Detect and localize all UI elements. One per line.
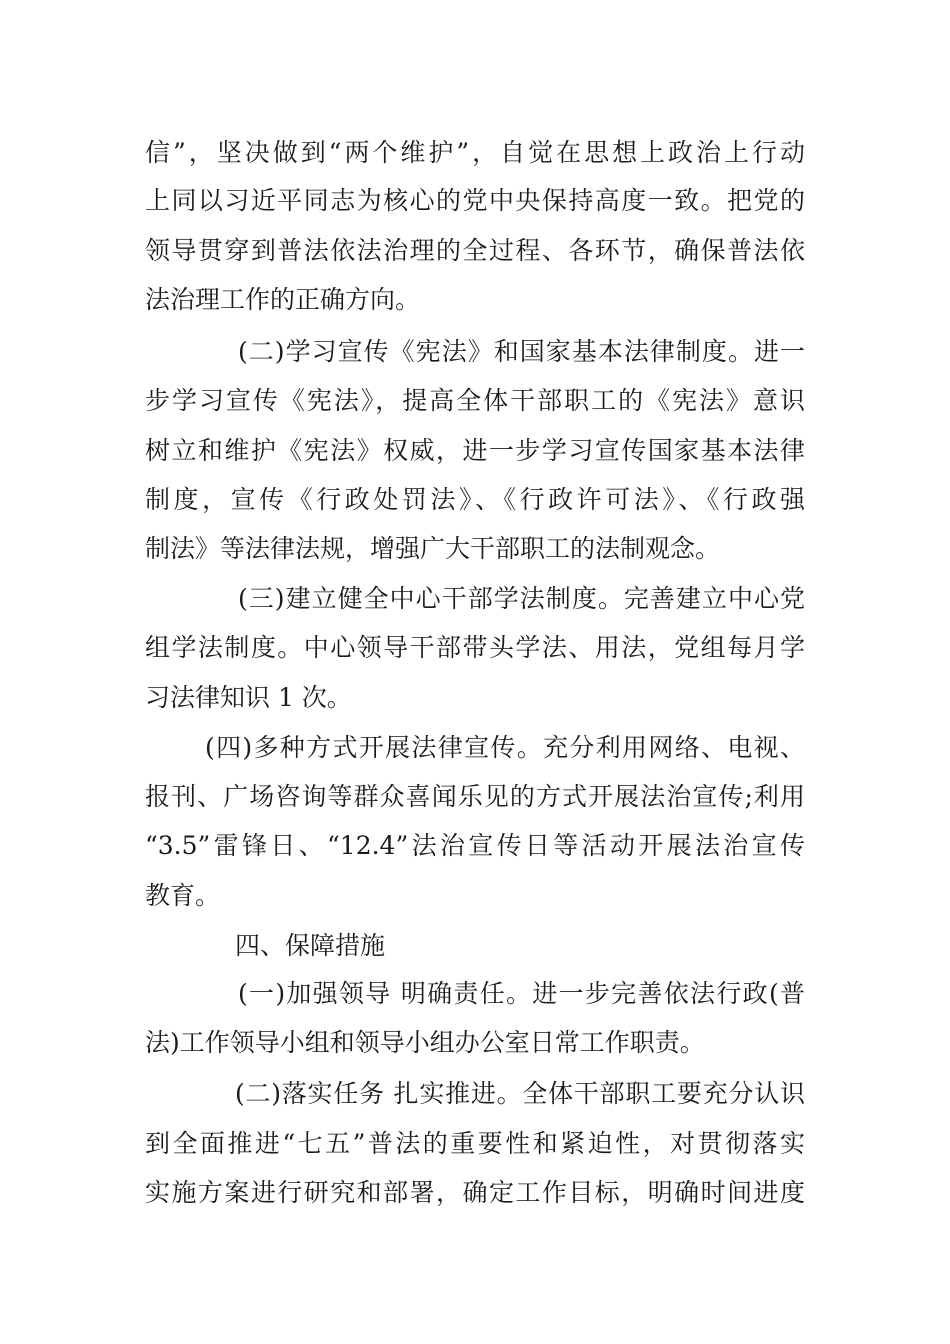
text-line: 法治理工作的正确方向。	[145, 285, 421, 314]
text-line: 领导贯穿到普法依法治理的全过程、各环节，确保普法依	[145, 236, 805, 265]
text-line: 信”，坚决做到“两个维护”，自觉在思想上政治上行动	[145, 138, 805, 167]
text-line: 制法》等法律法规，增强广大干部职工的法制观念。	[145, 534, 721, 563]
text-line: 法)工作领导小组和领导小组办公室日常工作职责。	[145, 1028, 705, 1057]
text-line: 习法律知识 1 次。	[145, 683, 352, 712]
paragraph-heading: (一)加强领导 明确责任。进一步完善依法行政(普	[238, 979, 805, 1008]
text-line: 教育。	[145, 881, 221, 910]
paragraph-heading: (二)落实任务 扎实推进。全体干部职工要充分认识	[235, 1079, 805, 1108]
paragraph-heading: (二)学习宣传《宪法》和国家基本法律制度。进一	[238, 337, 805, 366]
section-heading: 四、保障措施	[235, 931, 386, 960]
text-line: 报刊、广场咨询等群众喜闻乐见的方式开展法治宣传;利用	[145, 782, 805, 811]
text-line: 制度，宣传《行政处罚法》、《行政许可法》、《行政强	[145, 485, 805, 514]
text-line: 组学法制度。中心领导干部带头学法、用法，党组每月学	[145, 633, 805, 662]
paragraph-heading: (四)多种方式开展法律宣传。充分利用网络、电视、	[205, 733, 805, 762]
text-line: 上同以习近平同志为核心的党中央保持高度一致。把党的	[145, 186, 805, 215]
paragraph-heading: (三)建立健全中心干部学法制度。完善建立中心党	[238, 584, 805, 613]
text-line: “3.5”雷锋日、“12.4”法治宣传日等活动开展法治宣传	[145, 831, 805, 860]
text-line: 步学习宣传《宪法》，提高全体干部职工的《宪法》意识	[145, 386, 805, 415]
text-line: 树立和维护《宪法》权威，进一步学习宣传国家基本法律	[145, 436, 805, 465]
text-line: 实施方案进行研究和部署，确定工作目标，明确时间进度	[145, 1178, 805, 1207]
text-line: 到全面推进“七五”普法的重要性和紧迫性，对贯彻落实	[145, 1129, 805, 1158]
